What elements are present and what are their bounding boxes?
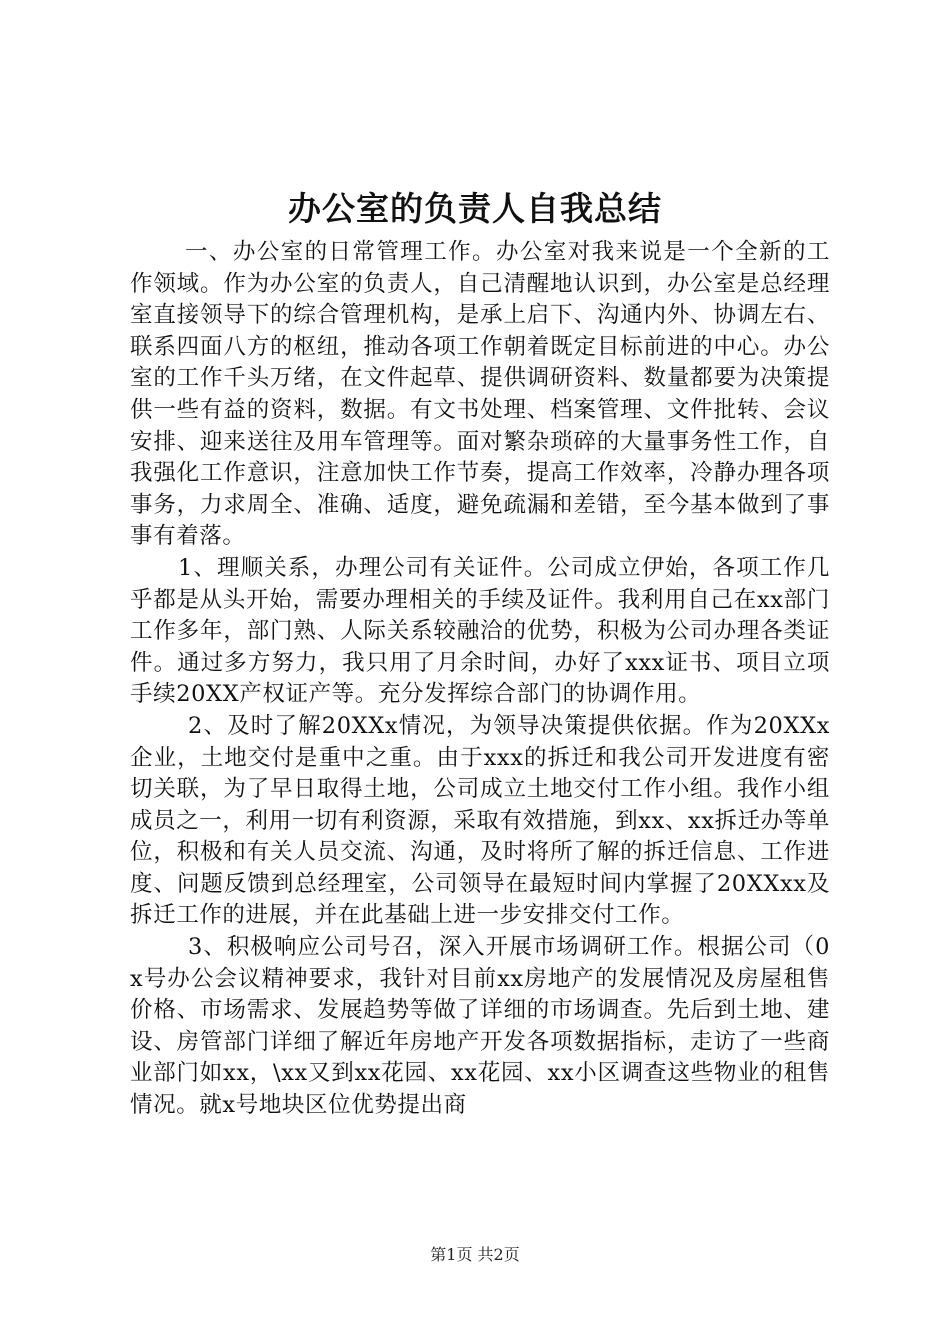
paragraph-market-research: 3、积极响应公司号召，深入开展市场调研工作。根据公司（0x号办公会议精神要求，我针对目前xx房地产的发展情况及房屋租售价格、市场需求、发展趋势等做了详细的市场调查。先后到土地、建设、房管部门详细了解近年房地产开发各项数据指标，走访了一些商业部门如xx，\xx又到xx花园、xx花园、xx小区调查这些物业的租售情况。就x号地块区位优势提出商 <box>130 934 830 1119</box>
document-body <box>130 237 830 1122</box>
document-title: 办公室的负责人自我总结 <box>288 189 662 228</box>
page-number-footer: 第1页 共2页 <box>430 1245 520 1264</box>
paragraph-office-management: 一、办公室的日常管理工作。办公室对我来说是一个全新的工作领域。作为办公室的负责人，自己清醒地认识到，办公室是总经理室直接领导下的综合管理机构，是承上启下、沟通内外、协调左右、联系四面八方的枢纽，推动各项工作朝着既定目标前进的中心。办公室的工作千头万绪，在文件起草、提供调研资料、数量都要为决策提供一些有益的资料，数据。有文书处理、档案管理、文件批转、会议安排、迎来送往及用车管理等。面对繁杂琐碎的大量事务性工作，自我强化工作意识，注意加快工作节奏，提高工作效率，冷静办理各项事务，力求周全、准确、适度，避免疏漏和差错，至今基本做到了事事有着落。 <box>130 239 830 550</box>
paragraph-certificates: 1、理顺关系，办理公司有关证件。公司成立伊始，各项工作几乎都是从头开始，需要办理相关的手续及证件。我利用自己在xx部门工作多年，部门熟、人际关系较融洽的优势，积极为公司办理各类证件。通过多方努力，我只用了月余时间，办好了xxx证书、项目立项手续20XX产权证产等。充分发挥综合部门的协调作用。 <box>130 554 830 708</box>
paragraph-land-delivery: 2、及时了解20XXx情况，为领导决策提供依据。作为20XXx企业，土地交付是重中之重。由于xxx的拆迁和我公司开发进度有密切关联，为了早日取得土地，公司成立土地交付工作小组。我作小组成员之一，利用一切有利资源，采取有效措施，到xx、xx拆迁办等单位，积极和有关人员交流、沟通，及时将所了解的拆迁信息、工作进度、问题反馈到总经理室，公司领导在最短时间内掌握了20XXxx及拆迁工作的进展，并在此基础上进一步安排交付工作。 <box>130 712 830 929</box>
